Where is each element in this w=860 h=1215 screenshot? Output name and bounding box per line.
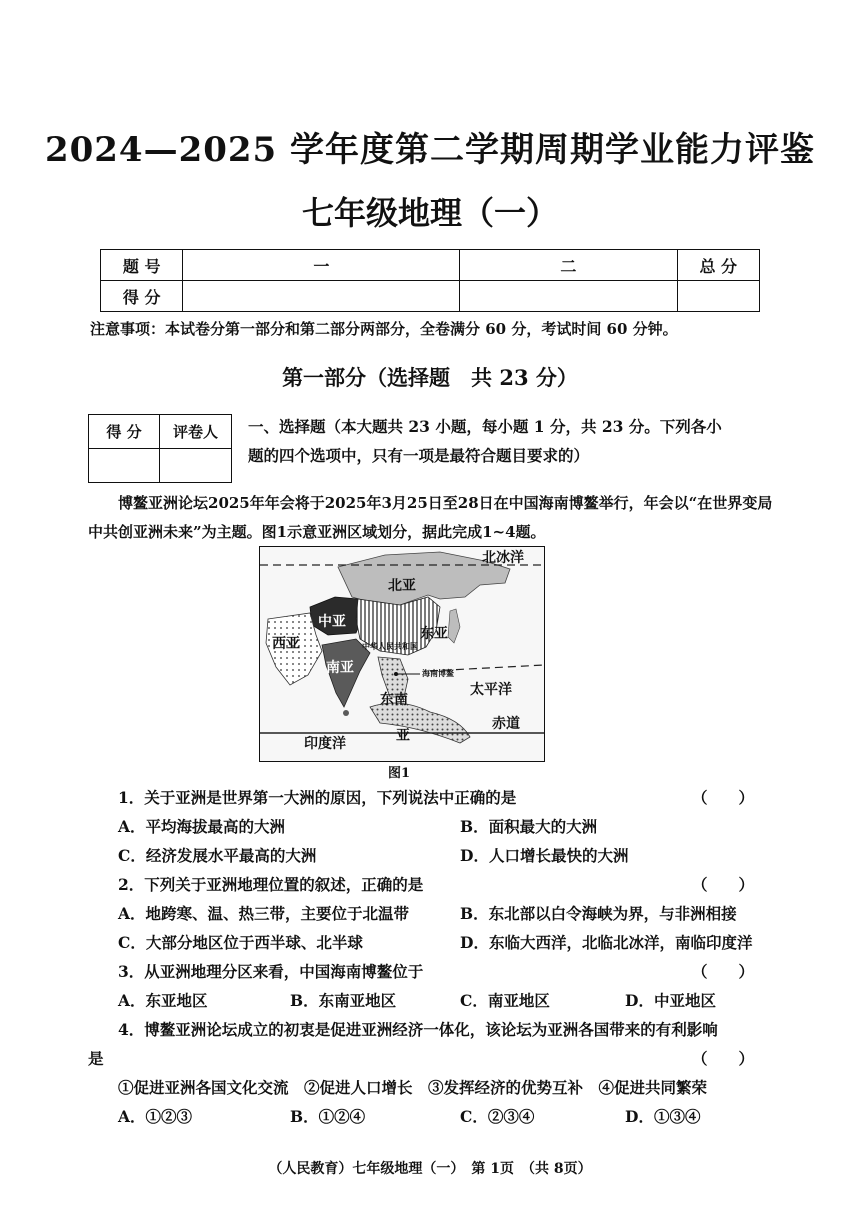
q4-option-c: C．②③④ bbox=[460, 1107, 535, 1126]
grader-name-label: 评卷人 bbox=[160, 415, 232, 449]
q4-answer-paren: （ ） bbox=[692, 1049, 755, 1068]
q4-statements: ①促进亚洲各国文化交流 ②促进人口增长 ③发挥经济的优势互补 ④促进共同繁荣 bbox=[118, 1078, 708, 1097]
score-cell-part1 bbox=[183, 281, 460, 312]
label-asia-char: 亚 bbox=[396, 728, 410, 744]
grader-name-cell bbox=[160, 449, 232, 483]
label-china: 中华人民共和国 bbox=[362, 641, 418, 651]
q1-option-c: C．经济发展水平最高的大洲 bbox=[118, 846, 317, 865]
intro-paragraph: 博鳌亚洲论坛2025年年会将于2025年3月25日至28日在中国海南博鳌举行，年会以“在世界变局中共创亚洲未来”为主题。图1示意亚洲区域划分，据此完成1~4题。 bbox=[88, 494, 773, 541]
q3-option-a: A．东亚地区 bbox=[118, 991, 208, 1010]
page-footer: （人民教育）七年级地理（一） 第 1页 （共 8页） bbox=[268, 1161, 592, 1177]
exam-title: 2024—2025 学年度第二学期周期学业能力评鉴 bbox=[44, 130, 816, 170]
label-east-asia: 东亚 bbox=[420, 626, 448, 642]
grader-score-label: 得 分 bbox=[89, 415, 160, 449]
section-heading bbox=[248, 412, 770, 470]
figure-caption: 图1 bbox=[388, 766, 411, 781]
q3-option-c: C．南亚地区 bbox=[460, 991, 550, 1010]
label-north-asia: 北亚 bbox=[388, 578, 416, 594]
score-cell-part2 bbox=[460, 281, 677, 312]
q1-option-d: D．人口增长最快的大洲 bbox=[460, 846, 629, 865]
label-west-asia: 西亚 bbox=[272, 636, 300, 652]
q3-option-d: D．中亚地区 bbox=[625, 991, 716, 1010]
sri-lanka-island bbox=[343, 710, 349, 716]
asia-region-map bbox=[259, 546, 545, 762]
q4-option-b: B．①②④ bbox=[290, 1107, 366, 1126]
q4-option-a: A．①②③ bbox=[118, 1107, 193, 1126]
score-cell-total bbox=[677, 281, 759, 312]
score-table-header-part2: 二 bbox=[460, 250, 677, 281]
label-equator: 赤道 bbox=[492, 716, 520, 732]
score-table-header-total: 总 分 bbox=[677, 250, 759, 281]
q2-option-b: B．东北部以白令海峡为界，与非洲相接 bbox=[460, 904, 737, 923]
score-table-row-label: 得 分 bbox=[101, 281, 183, 312]
q2-stem: 2．下列关于亚洲地理位置的叙述，正确的是 bbox=[118, 875, 424, 894]
q2-answer-paren: （ ） bbox=[692, 875, 755, 894]
exam-notice: 注意事项：本试卷分第一部分和第二部分两部分，全卷满分 60 分，考试时间 60 分钟。 bbox=[90, 320, 678, 338]
q2-option-c: C．大部分地区位于西半球、北半球 bbox=[118, 933, 363, 952]
part1-title: 第一部分（选择题 共 23 分） bbox=[282, 365, 578, 390]
section-heading-line2: 题的四个选项中，只有一项是最符合题目要求的） bbox=[248, 446, 590, 465]
q3-answer-paren: （ ） bbox=[692, 962, 755, 981]
label-hainan-boao: 海南博鳌 bbox=[422, 668, 454, 678]
q2-option-d: D．东临大西洋，北临北冰洋，南临印度洋 bbox=[460, 933, 753, 952]
label-indian-ocean: 印度洋 bbox=[304, 736, 346, 752]
score-table-header-number: 题 号 bbox=[101, 250, 183, 281]
label-arctic-ocean: 北冰洋 bbox=[482, 550, 524, 566]
japan-islands bbox=[448, 609, 460, 643]
label-central-asia: 中亚 bbox=[318, 614, 346, 630]
q4-option-d: D．①③④ bbox=[625, 1107, 701, 1126]
q1-answer-paren: （ ） bbox=[692, 788, 755, 807]
q3-stem: 3．从亚洲地理分区来看，中国海南博鳌位于 bbox=[118, 962, 424, 981]
grader-table bbox=[88, 414, 232, 483]
score-table bbox=[100, 249, 760, 312]
q3-option-b: B．东南亚地区 bbox=[290, 991, 397, 1010]
q1-stem: 1．关于亚洲是世界第一大洲的原因，下列说法中正确的是 bbox=[118, 788, 517, 807]
q1-option-a: A．平均海拔最高的大洲 bbox=[118, 817, 286, 836]
grader-score-cell bbox=[89, 449, 160, 483]
section-heading-line1: 一、选择题（本大题共 23 小题，每小题 1 分，共 23 分。下列各小 bbox=[248, 417, 722, 436]
score-table-header-part1: 一 bbox=[183, 250, 460, 281]
q1-option-b: B．面积最大的大洲 bbox=[460, 817, 598, 836]
boao-marker bbox=[394, 672, 398, 676]
q4-stem-continued: 是 bbox=[88, 1049, 104, 1068]
label-south-asia: 南亚 bbox=[326, 660, 354, 676]
label-pacific-ocean: 太平洋 bbox=[470, 682, 512, 698]
label-southeast: 东南 bbox=[380, 692, 408, 708]
q2-option-a: A．地跨寒、温、热三带，主要位于北温带 bbox=[118, 904, 410, 923]
indonesia-islands bbox=[370, 703, 470, 743]
q4-stem: 4．博鳌亚洲论坛成立的初衷是促进亚洲经济一体化，该论坛为亚洲各国带来的有利影响 bbox=[118, 1020, 718, 1039]
exam-subtitle: 七年级地理（一） bbox=[301, 194, 558, 232]
